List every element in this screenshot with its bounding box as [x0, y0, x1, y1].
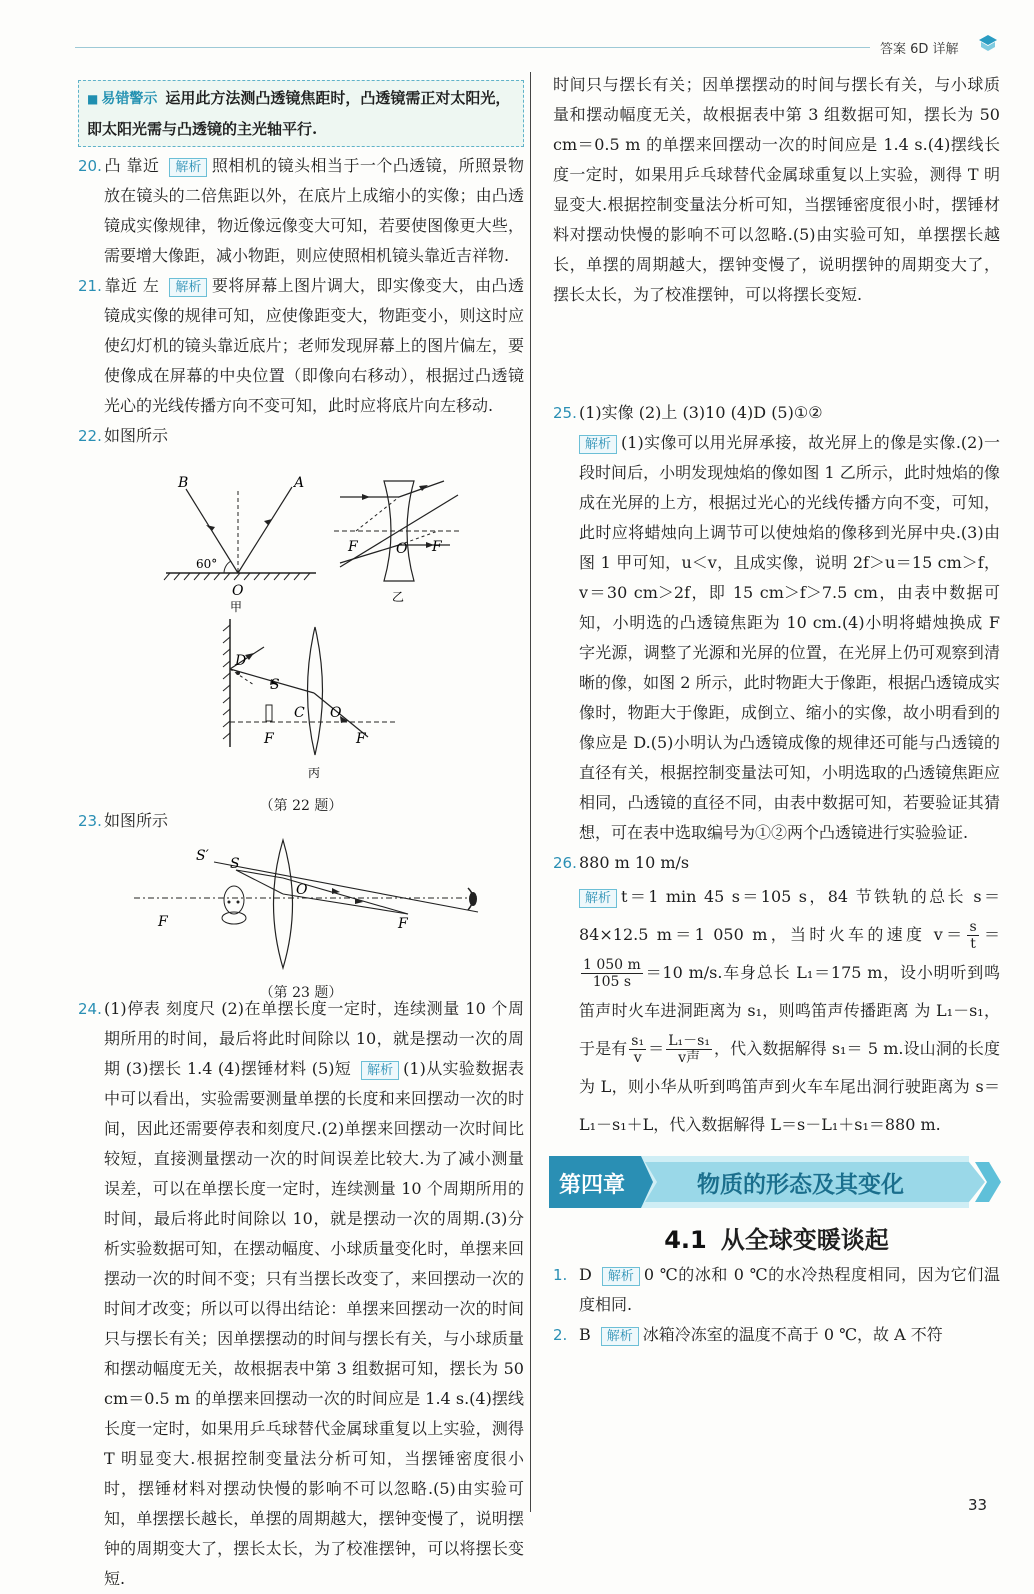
chapter-banner	[549, 1152, 1000, 1216]
warning-label: ■ 易错警示	[87, 91, 157, 107]
q20-number: 20.	[78, 157, 102, 175]
s1-analysis: 0 ℃的冰和 0 ℃的水冷热程度相同，因为它们温度相同.	[579, 1265, 1000, 1314]
book-logo-icon	[978, 33, 998, 53]
fraction-l1-s1-over-vsound: $\frac{\text{L₁－s₁}}{\text{v声}}$	[668, 1033, 710, 1066]
s2-number: 2.	[553, 1326, 568, 1344]
s1-number: 1.	[553, 1266, 568, 1284]
q26-number: 26.	[553, 854, 577, 872]
s2-answer: B	[579, 1325, 591, 1344]
q25-analysis-para	[553, 428, 1000, 848]
q20	[78, 151, 524, 271]
q26-text-2: 84×12.5 m＝1 050 m，当时火车的速度 v＝	[579, 925, 966, 944]
label-s: S	[230, 856, 240, 872]
label-o: O	[232, 583, 244, 599]
q24-analysis-continued: 时间只与摆长有关；因单摆摆动的时间与摆长有关，与小球质量和摆动幅度无关，故根据表中第 3 组数据可知，摆长为 50 cm＝0.5 m 的单摆来回摆动一次的时间应是 1.4 s.(4)摆线长度一定时，如果用乒乓球替代金属球重复以上实验，测得 T 明显变大.根据控制变量法分析可知，当摆锤密度很小时，摆锤材料对摆动快慢的影响不可以忽略.(5)由实验可知，单摆摆长越长，单摆的周期越大，摆钟变慢了，说明摆钟的周期变大了，摆长太长，为了校准摆钟，可以将摆长变短.	[553, 75, 1000, 304]
header-rule	[75, 47, 870, 48]
q26-text-4b: ，代入数据解得 s₁＝	[713, 1039, 863, 1058]
chapter-title: 物质的形态及其变化	[697, 1172, 904, 1198]
q24-continued	[553, 70, 1000, 395]
label-b: B	[178, 475, 189, 491]
label-d: D	[235, 653, 247, 669]
diagram-jia	[164, 475, 316, 614]
q26-text-5: 5 m.设山洞的长度为 L，则小华从听到鸣笛声到火车车尾出洞行驶距离为 s＝L₁－s₁＋L，代入数据解得 L＝s－L₁＋s₁＝880 m.	[579, 1039, 1000, 1134]
q23-caption: （第 23 题）	[259, 985, 343, 1001]
diagram-yi	[334, 481, 460, 604]
q26-text-3: ＝10 m/s.车身总长 L₁＝175 m，设小明听到鸣笛声时火车进洞距离为 s₁，则鸣笛声传播距离	[579, 963, 1000, 1020]
q20-answer: 凸 靠近	[104, 156, 160, 175]
label-f-left: F	[158, 914, 168, 930]
header-title: 答案 6D 详解	[880, 42, 959, 57]
q22-figure	[78, 451, 524, 814]
label-angle: 60°	[196, 557, 218, 571]
q26-answer: 880 m 10 m/s	[579, 853, 690, 872]
diagram-bing	[223, 619, 396, 780]
q25-number: 25.	[553, 404, 577, 422]
label-o: O	[296, 882, 308, 898]
label-a: A	[294, 475, 305, 491]
s1	[553, 1260, 1000, 1320]
label-f-right: F	[398, 916, 408, 932]
s2	[553, 1320, 1000, 1350]
q23-number: 23.	[78, 812, 102, 830]
label-jia: 甲	[230, 600, 243, 614]
analysis-tag: 解析	[602, 1267, 640, 1286]
analysis-tag: 解析	[601, 1327, 639, 1346]
q21-number: 21.	[78, 277, 102, 295]
q24	[78, 994, 524, 1594]
q26-text-4a: 为 L₁－s₁，于是有	[579, 1001, 1000, 1058]
q22	[78, 421, 524, 451]
s2-analysis: 冰箱冷冻室的温度不高于 0 ℃，故 A 不符	[642, 1325, 943, 1344]
q22-diagram	[78, 451, 524, 781]
q22-answer: 如图所示	[104, 426, 169, 445]
chapter-label: 第四章	[559, 1173, 626, 1198]
label-bing: 丙	[308, 766, 321, 780]
analysis-tag: 解析	[169, 278, 207, 297]
q21-answer: 靠近 左	[104, 276, 160, 295]
section-title	[553, 1222, 1000, 1258]
chapter-banner-graphic	[549, 1152, 1001, 1216]
label-f-left: F	[348, 539, 358, 555]
fraction-1050-over-105: $\frac{1 050 m}{105 s}$	[583, 957, 641, 990]
label-f4: F	[356, 731, 366, 747]
error-warning-box	[78, 80, 524, 147]
analysis-tag: 解析	[579, 435, 617, 454]
label-f-right: F	[432, 539, 442, 555]
column-divider	[530, 72, 531, 1512]
label-yi: 乙	[392, 590, 405, 604]
q21	[78, 271, 524, 421]
analysis-tag: 解析	[361, 1061, 399, 1080]
analysis-tag: 解析	[579, 889, 617, 908]
q25-answer: (1)实像 (2)上 (3)10 (4)D (5)①②	[579, 403, 823, 422]
q24-analysis: (1)从实验数据表中可以看出，实验需要测量单摆的长度和来回摆动一次的时间，因此还需要停表和刻度尺.(2)单摆来回摆动一次时间比较短，直接测量摆动一次的时间误差比较大.为了减小测量误差，可以在单摆长度一定时，连续测量 10 个周期所用的时间，最后将此时间除以 10，就是摆动一次的周期.(3)分析实验数据可知，在摆动幅度、小球质量变化时，单摆来回摆动一次的时间不变；只有当摆长改变了，来回摆动一次的时间才改变；所以可以得出结论：单摆来回摆动一次的时间只与摆长有关；因单摆摆动的时间与摆长有关，与小球质量和摆动幅度无关，故根据表中第 3 组数据可知，摆长为 50 cm＝0.5 m 的单摆来回摆动一次的时间应是 1.4 s.(4)摆线长度一定时，如果用乒乓球替代金属球重复以上实验，测得 T 明显变大.根据控制变量法分析可知，当摆锤密度很小时，摆锤材料对摆动快慢的影响不可以忽略.(5)由实验可知，单摆摆长越长，单摆的周期越大，摆钟变慢了，说明摆钟的周期变大了，摆长太长，为了校准摆钟，可以将摆长变短.	[104, 1059, 524, 1588]
q23-diagram	[78, 836, 524, 968]
q25-analysis: (1)实像可以用光屏承接，故光屏上的像是实像.(2)一段时间后，小明发现烛焰的像如图 1 乙所示，此时烛焰的像成在光屏的上方，根据过光心的光线传播方向不变，可知，此时应将蜡烛向上调节可以使烛焰的像移到光屏中央.(3)由图 1 甲可知，u＜v，且成实像，说明 2f＞u＝15 cm＞f，v＝30 cm＞2f，即 15 cm＞f＞7.5 cm，由表中数据可知，小明选的凸透镜焦距为 10 cm.(4)小明将蜡烛换成 F 字光源，调整了光源和光屏的位置，在光屏上仍可观察到清晰的像，如图 2 所示，此时物距大于像距，根据凸透镜成实像时，物距大于像距，成倒立、缩小的实像，故小明看到的像应是 D.(5)小明认为凸透镜成像的规律还可能与凸透镜的直径有关，根据控制变量法可知，小明选取的凸透镜焦距应相同，凸透镜的直径不同，由表中数据可知，若要验证其猜想，可在表中选取编号为①②两个凸透镜进行实验验证.	[579, 433, 1000, 842]
fraction-s1-over-v: $\frac{\text{s₁}}{v}$	[631, 1033, 645, 1066]
q23-figure	[78, 836, 524, 1001]
label-c: C	[294, 705, 305, 721]
q21-analysis: 要将屏幕上图片调大，即实像变大，由凸透镜成实像的规律可知，应使像距变大，物距变小，则这时应使幻灯机的镜头靠近底片；老师发现屏幕上的图片偏左，要使像成在屏幕的中央位置（即像向右移动），根据过凸透镜光心的光线传播方向不变可知，此时应将底片向左移动.	[104, 276, 524, 415]
q22-number: 22.	[78, 427, 102, 445]
analysis-tag: 解析	[169, 158, 207, 177]
section-number: 4.1	[664, 1226, 707, 1254]
page-number: 33	[968, 1496, 988, 1514]
q25	[553, 398, 1000, 428]
label-o2: O	[396, 541, 408, 557]
q24-number: 24.	[78, 1000, 102, 1018]
q23-answer: 如图所示	[104, 811, 169, 830]
q26-text-1: t＝1 min 45 s＝105 s，84 节铁轨的总长 s＝	[621, 887, 1000, 906]
q26-analysis-para: 解析 t＝1 min 45 s＝105 s，84 节铁轨的总长 s＝ 84×12.5 m＝1 050 m，当时火车的速度 v＝ $\frac{s}{t}$ ＝ $\frac{1 050 m}{105 s}$ ＝10 m/s.车身总长 L₁＝175 m，设小明听到鸣笛声时火车进洞距离为 s₁，则鸣笛声传播距离 为 L₁－s₁，于是有 $\frac{\text{s₁}}{v}$ ＝ $\frac{\text{L₁－s₁}}{\text{v声}}$ ，代入数据解得 s₁＝ 5 m.设山洞的长度为 L，则小华从听到鸣笛声到火车车尾出洞行驶距离为 s＝L₁－s₁＋L，代入数据解得 L＝s－L₁＋s₁＝880 m.	[579, 887, 1000, 1134]
label-s: S	[270, 677, 280, 693]
fraction-s-over-t: $\frac{s}{t}$	[969, 919, 977, 952]
warning-text: 运用此方法测凸透镜焦距时，凸透镜需正对太阳光，即太阳光需与凸透镜的主光轴平行.	[87, 89, 511, 138]
left-column	[78, 80, 524, 1588]
label-s-prime: S′	[196, 848, 209, 864]
section-name: 从全球变暖谈起	[720, 1226, 889, 1254]
q20-analysis: 照相机的镜头相当于一个凸透镜，所照景物放在镜头的二倍焦距以外，在底片上成缩小的实像；由凸透镜成实像规律，物近像远像变大可知，若要使图像更大些，需要增大像距，减小物距，则应使照相机镜头靠近吉祥物.	[104, 156, 524, 265]
s1-answer: D	[579, 1265, 592, 1284]
q22-caption: （第 22 题）	[259, 798, 343, 814]
q26	[553, 848, 1000, 878]
label-f3: F	[264, 731, 274, 747]
q24-answer: (1)停表 刻度尺 (2)在单摆长度一定时，连续测量 10 个周期所用的时间，最后将此时间除以 10，就是摆动一次的周期 (3)摆长 1.4 (4)摆锤材料 (5)短	[104, 999, 524, 1078]
label-o3: O	[330, 705, 342, 721]
